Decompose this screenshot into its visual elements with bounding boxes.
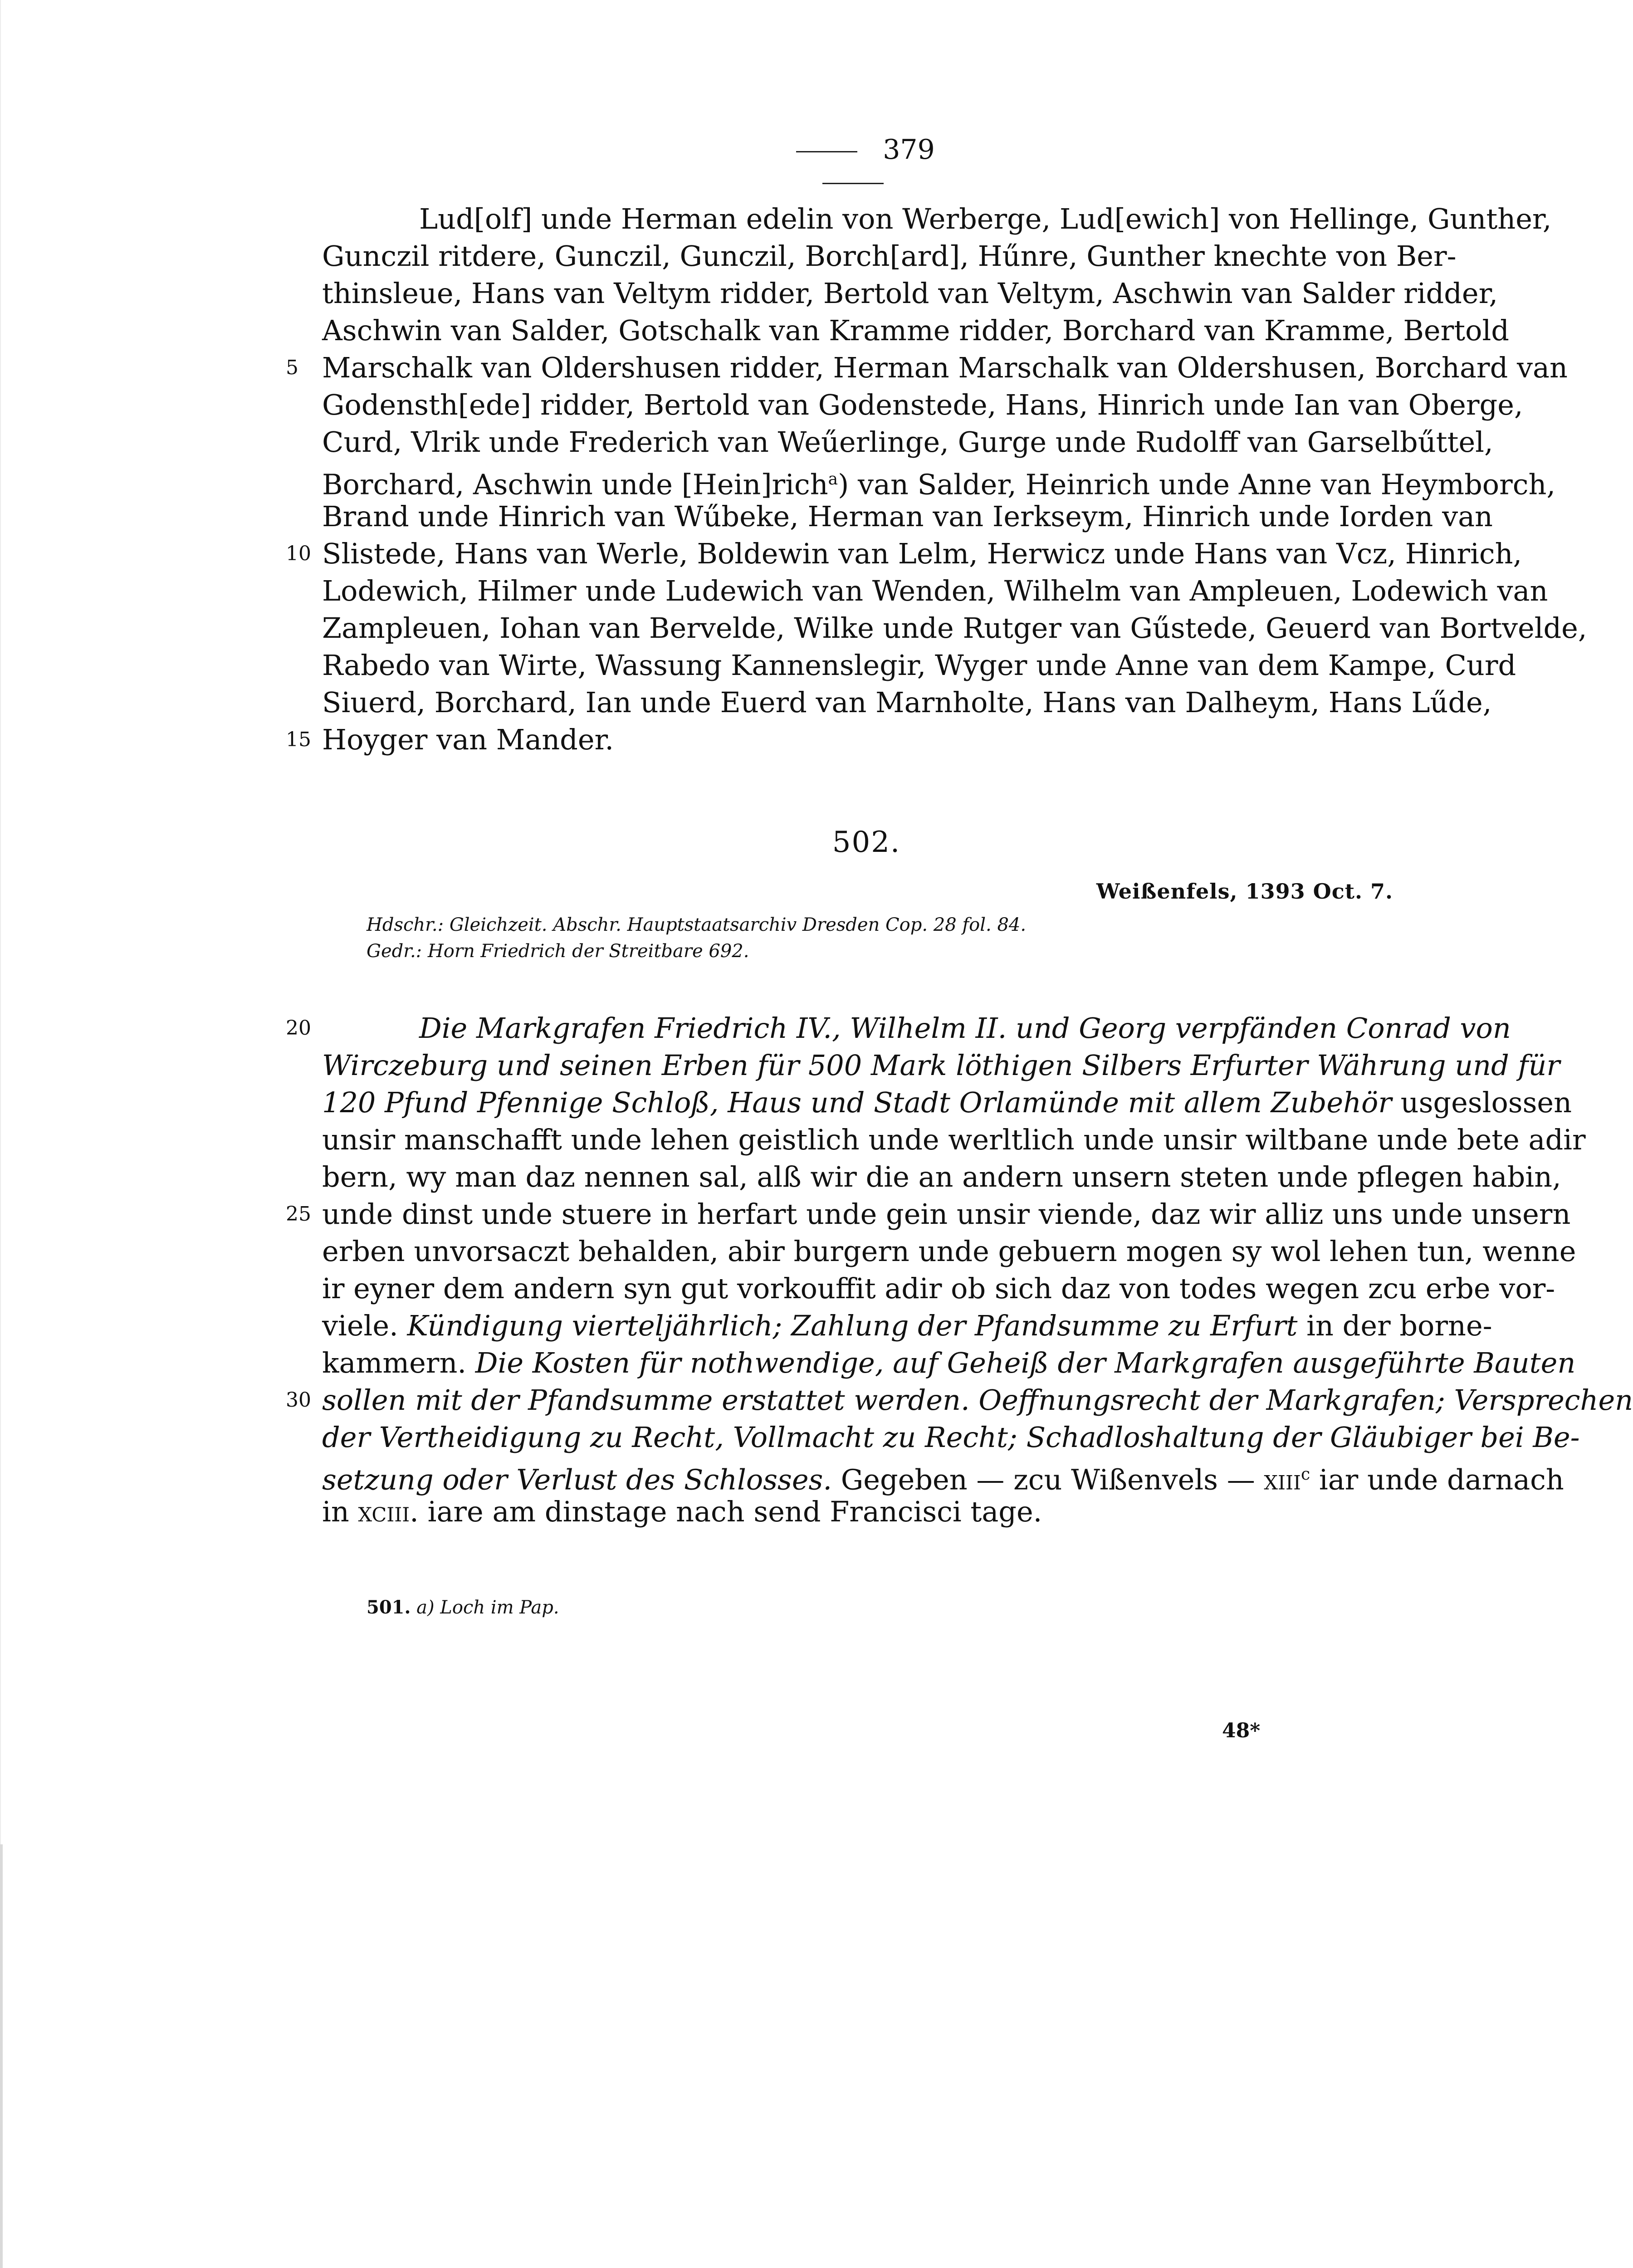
footnote-ref: 501. [367, 1597, 411, 1618]
text-line: Siuerd, Borchard, Ian unde Euerd van Marnholte, Hans van Dalheym, Hans Lűde, [322, 686, 1492, 719]
line-number: 10 [286, 542, 311, 565]
footnote [367, 1597, 559, 1618]
line-number: 5 [286, 356, 298, 379]
text-line: 30 sollen mit der Pfandsumme erstattet werden. Oeffnungsrecht der Markgrafen; Versprechen [322, 1382, 1393, 1419]
text-line: Lud[olf] unde Herman edelin von Werberge, Lud[ewich] von Hellinge, Gunther, [419, 202, 1552, 235]
signature-mark: 48* [1222, 1719, 1261, 1742]
text-block-501 [286, 200, 1587, 758]
footnote-marker: a [828, 470, 838, 489]
text-line: kammern. Die Kosten für nothwendige, auf Geheiß der Markgrafen ausgeführte Bauten [322, 1346, 1576, 1379]
text-line: Aschwin van Salder, Gotschalk van Kramme ridder, Borchard van Kramme, Bertold [322, 314, 1509, 347]
source-print: Gedr.: Horn Friedrich der Streitbare 692. [367, 941, 749, 962]
text-line: Wirczeburg und seinen Erben für 500 Mark löthigen Silbers Erfurter Währung und für [322, 1049, 1560, 1082]
text-line: setzung oder Verlust des Schlosses. Gegeben — zcu Wißenvels — xiii$^c$ iar unde darnach [322, 1463, 1564, 1496]
page-edge-shadow [0, 0, 1, 1844]
rule-right [822, 183, 884, 184]
text-line: viele. Kündigung vierteljährlich; Zahlung der Pfandsumme zu Erfurt in der borne- [322, 1309, 1492, 1342]
document-number: 502. [832, 826, 901, 859]
source-manuscript: Hdschr.: Gleichzeit. Abschr. Hauptstaatsarchiv Dresden Cop. 28 fol. 84. [367, 914, 1027, 935]
text-line: ir eyner dem andern syn gut vorkouffit adir ob sich daz von todes wegen zcu erbe vor- [322, 1272, 1555, 1305]
text-line: Gunczil ritdere, Gunczil, Gunczil, Borch[ard], Hűnre, Gunther knechte von Ber- [322, 240, 1457, 273]
text-line: 5 Marschalk van Oldershusen ridder, Herman Marschalk van Oldershusen, Borchard van [322, 349, 1393, 386]
line-number: 25 [286, 1202, 311, 1226]
rule-left [796, 151, 857, 152]
text-line: erben unvorsaczt behalden, abir burgern unde gebuern mogen sy wol lehen tun, wenne [322, 1235, 1576, 1268]
text-line: 25 unde dinst unde stuere in herfart unde gein unsir viende, daz wir alliz uns unde unsern [322, 1196, 1393, 1233]
text-line: thinsleue, Hans van Veltym ridder, Bertold van Veltym, Aschwin van Salder ridder, [322, 277, 1498, 310]
line-number: 20 [286, 1017, 311, 1040]
line-number: 30 [286, 1388, 311, 1412]
line-number: 15 [286, 728, 311, 751]
text-line: 15 Hoyger van Mander. [322, 721, 1393, 758]
text-line: der Vertheidigung zu Recht, Vollmacht zu Recht; Schadloshaltung der Gläubiger bei Be- [322, 1421, 1580, 1454]
place-date: Weißenfels, 1393 Oct. 7. [1096, 879, 1393, 904]
text-line: in xciii. iare am dinstage nach send Francisci tage. [322, 1495, 1042, 1528]
source-notes [367, 912, 1026, 964]
text-line: bern, wy man daz nennen sal, alß wir die an andern unsern steten unde pflegen habin, [322, 1160, 1561, 1193]
text-line: 120 Pfund Pfennige Schloß, Haus und Stadt Orlamünde mit allem Zubehör usgeslossen [322, 1086, 1572, 1119]
text-block-502 [286, 1010, 1633, 1530]
text-line: Zampleuen, Iohan van Bervelde, Wilke unde Rutger van Gűstede, Geuerd van Bortvelde, [322, 611, 1587, 645]
page-edge [0, 1844, 3, 2268]
footnote-text: a) Loch im Pap. [416, 1597, 559, 1618]
text-line: unsir manschafft unde lehen geistlich unde werltlich unde unsir wiltbane unde bete adir [322, 1123, 1586, 1156]
text-line: Brand unde Hinrich van Wűbeke, Herman van Ierkseym, Hinrich unde Iorden van [322, 500, 1493, 533]
text-line: 10 Slistede, Hans van Werle, Boldewin van Lelm, Herwicz unde Hans van Vcz, Hinrich, [322, 535, 1393, 572]
text-line: Curd, Vlrik unde Frederich van Weűerlinge, Gurge unde Rudolff van Garselbűttel, [322, 425, 1493, 459]
text-line: Lodewich, Hilmer unde Ludewich van Wenden, Wilhelm van Ampleuen, Lodewich van [322, 574, 1548, 607]
page-number: 379 [726, 134, 980, 197]
text-line: Godensth[ede] ridder, Bertold van Godenstede, Hans, Hinrich unde Ian van Oberge, [322, 388, 1523, 421]
text-line: Rabedo van Wirte, Wassung Kannenslegir, Wyger unde Anne van dem Kampe, Curd [322, 649, 1516, 682]
text-line: Borchard, Aschwin unde [Hein]rich$^a$) van Salder, Heinrich unde Anne van Heymborch, [322, 468, 1556, 501]
text-line: 20 Die Markgrafen Friedrich IV., Wilhelm II. und Georg verpfänden Conrad von [322, 1010, 1393, 1047]
